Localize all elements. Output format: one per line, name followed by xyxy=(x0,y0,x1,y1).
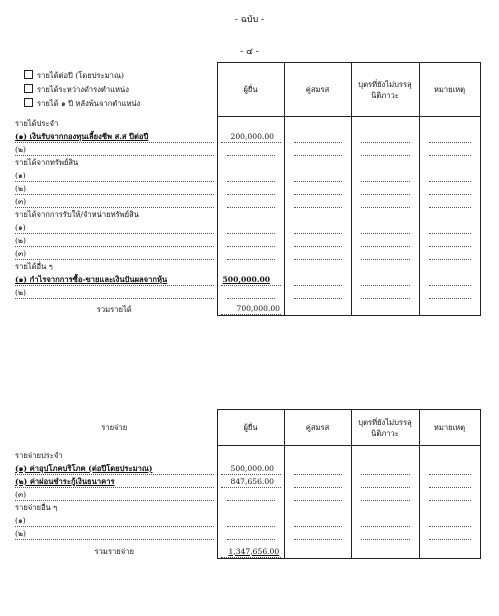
option-after-term[interactable]: รายได้ ๑ ปี หลังพ้นจากตำแหน่ง xyxy=(24,97,214,111)
col-filer: ผู้ยื่น xyxy=(217,63,284,117)
row-label: (๓) xyxy=(15,490,214,501)
page-label: - ฉบับ - xyxy=(234,15,265,25)
income-total-row xyxy=(12,299,480,316)
total-amount: 700,000.00 xyxy=(221,304,281,315)
col-remarks: หมายเหตุ xyxy=(419,63,480,117)
filer-amount: 500,000.00 xyxy=(221,275,281,286)
row-label: (๑) xyxy=(15,223,214,234)
checkbox-icon[interactable] xyxy=(24,70,33,79)
total-amount: 1,347,656.00 xyxy=(221,547,281,558)
table-row xyxy=(12,195,480,208)
row-label: (๑) กำไรจากการซื้อ-ขายและเงินปันผลจากหุ้น xyxy=(15,275,214,286)
col-spouse: คู่สมรส xyxy=(284,63,351,117)
filer-amount: 200,000.00 xyxy=(221,132,281,143)
row-label: (๑) เงินรับจากกองทุนเลี้ยงชีพ ส.ส ปีต่อปี xyxy=(15,132,214,143)
table-row xyxy=(12,462,480,475)
row-label: (๑) xyxy=(15,171,214,182)
table-row xyxy=(12,527,480,540)
section-row xyxy=(12,260,480,273)
total-label: รวมรายได้ xyxy=(96,304,132,314)
col-remarks: หมายเหตุ xyxy=(419,410,480,446)
section-label-regular-expense: รายจ่ายประจำ xyxy=(15,450,63,460)
table-row xyxy=(12,247,480,260)
total-label: รวมรายจ่าย xyxy=(94,547,134,556)
row-label: (๓) xyxy=(15,249,214,260)
table-row xyxy=(12,488,480,501)
income-header-row xyxy=(12,63,480,117)
row-label: (๒) ค่าผ่อนชำระกู้เงินธนาคาร xyxy=(15,477,214,488)
row-label: (๒) xyxy=(15,145,214,156)
page-number: - ๔ - xyxy=(240,47,259,57)
expense-table xyxy=(12,409,481,559)
section-row xyxy=(12,446,480,462)
section-label-gift-income: รายได้จากการรับให้/จำหน่ายทรัพย์สิน xyxy=(15,210,139,219)
row-label: (๒) xyxy=(15,236,214,247)
table-row xyxy=(12,286,480,299)
section-row xyxy=(12,501,480,514)
row-label: (๒) xyxy=(15,288,214,299)
col-children: บุตรที่ยังไม่บรรลุนิติภาวะ xyxy=(351,63,419,117)
section-label-other-income: รายได้อื่น ๆ xyxy=(15,262,53,271)
table-row xyxy=(12,221,480,234)
table-row xyxy=(12,234,480,247)
table-row xyxy=(12,143,480,156)
checkbox-icon[interactable] xyxy=(24,84,33,93)
section-label-regular-income: รายได้ประจำ xyxy=(15,119,59,128)
col-children: บุตรที่ยังไม่บรรลุนิติภาวะ xyxy=(351,410,419,446)
row-label: (๑) xyxy=(15,516,214,527)
row-label: (๒) xyxy=(15,529,214,540)
col-spouse: คู่สมรส xyxy=(284,410,351,446)
filer-amount: 500,000.00 xyxy=(221,464,281,475)
filer-amount: 847,656.00 xyxy=(221,477,281,488)
table-row xyxy=(12,475,480,488)
section-label-other-expense: รายจ่ายอื่น ๆ xyxy=(15,502,58,512)
option-annual[interactable]: รายได้ต่อปี (โดยประมาณ) xyxy=(24,69,214,83)
expense-title: รายจ่าย xyxy=(101,423,128,432)
income-table xyxy=(12,62,481,316)
table-row xyxy=(12,514,480,527)
section-row xyxy=(12,117,480,131)
table-row xyxy=(12,273,480,286)
table-row xyxy=(12,130,480,143)
row-label: (๓) xyxy=(15,197,214,208)
table-row xyxy=(12,169,480,182)
expense-header-row xyxy=(12,410,480,446)
row-label: (๑) ค่าอุปโภคบริโภค (ต่อปีโดยประมาณ) xyxy=(15,464,214,475)
col-filer: ผู้ยื่น xyxy=(217,410,284,446)
section-row xyxy=(12,208,480,221)
row-label: (๒) xyxy=(15,184,214,195)
expense-total-row xyxy=(12,540,480,559)
section-label-asset-income: รายได้จากทรัพย์สิน xyxy=(15,158,79,167)
income-period-options xyxy=(12,63,217,117)
option-during-term[interactable]: รายได้ระหว่างดำรงตำแหน่ง xyxy=(24,83,214,97)
section-row xyxy=(12,156,480,169)
table-row xyxy=(12,182,480,195)
checkbox-icon[interactable] xyxy=(24,98,33,107)
